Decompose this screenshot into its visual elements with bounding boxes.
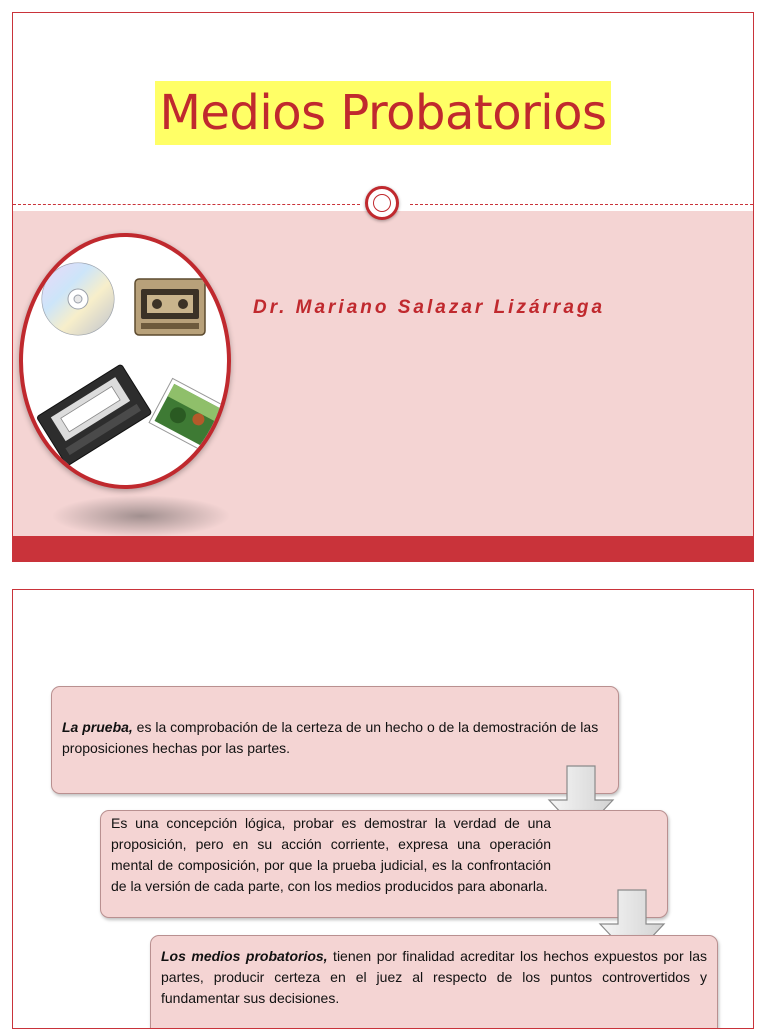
definition-box-medios xyxy=(150,935,718,1029)
image-shadow xyxy=(51,495,231,537)
explanation-box xyxy=(100,810,668,918)
photos-icon xyxy=(149,378,227,453)
content-slide xyxy=(12,589,754,1029)
footer-bar xyxy=(13,536,753,562)
term-medios: Los medios probatorios, xyxy=(161,948,328,964)
title-slide xyxy=(12,12,754,562)
definition-box-prueba xyxy=(51,686,619,794)
cassette-recorder-icon xyxy=(135,279,205,335)
media-collage-icon xyxy=(23,237,227,485)
videotape-icon xyxy=(36,364,152,466)
separator-line-right xyxy=(410,204,753,205)
cd-icon xyxy=(42,263,114,335)
definition-medios-text: tienen por finalidad acreditar los hechos expuestos por las partes, producir certeza en el juez al respecto de los puntos controvertidos y fundamentar sus decisiones. xyxy=(161,948,707,1006)
separator-circle-icon xyxy=(365,186,399,220)
title-wrapper xyxy=(13,81,753,145)
explanation-text: Es una concepción lógica, probar es demostrar la verdad de una proposición, pero en su acción corriente, expresa una operación mental de composición, por que la prueba judicial, es la confrontación de la versión de cada parte, con los medios producidos para abonarla. xyxy=(111,815,551,894)
definition-prueba-text: es la comprobación de la certeza de un hecho o de la demostración de las proposiciones hechas por las partes. xyxy=(62,719,599,756)
media-image xyxy=(19,233,231,489)
separator-line-left xyxy=(13,204,360,205)
author-name: Dr. Mariano Salazar Lizárraga xyxy=(253,297,606,318)
term-prueba: La prueba, xyxy=(62,719,133,735)
slide-title: Medios Probatorios xyxy=(155,81,610,145)
